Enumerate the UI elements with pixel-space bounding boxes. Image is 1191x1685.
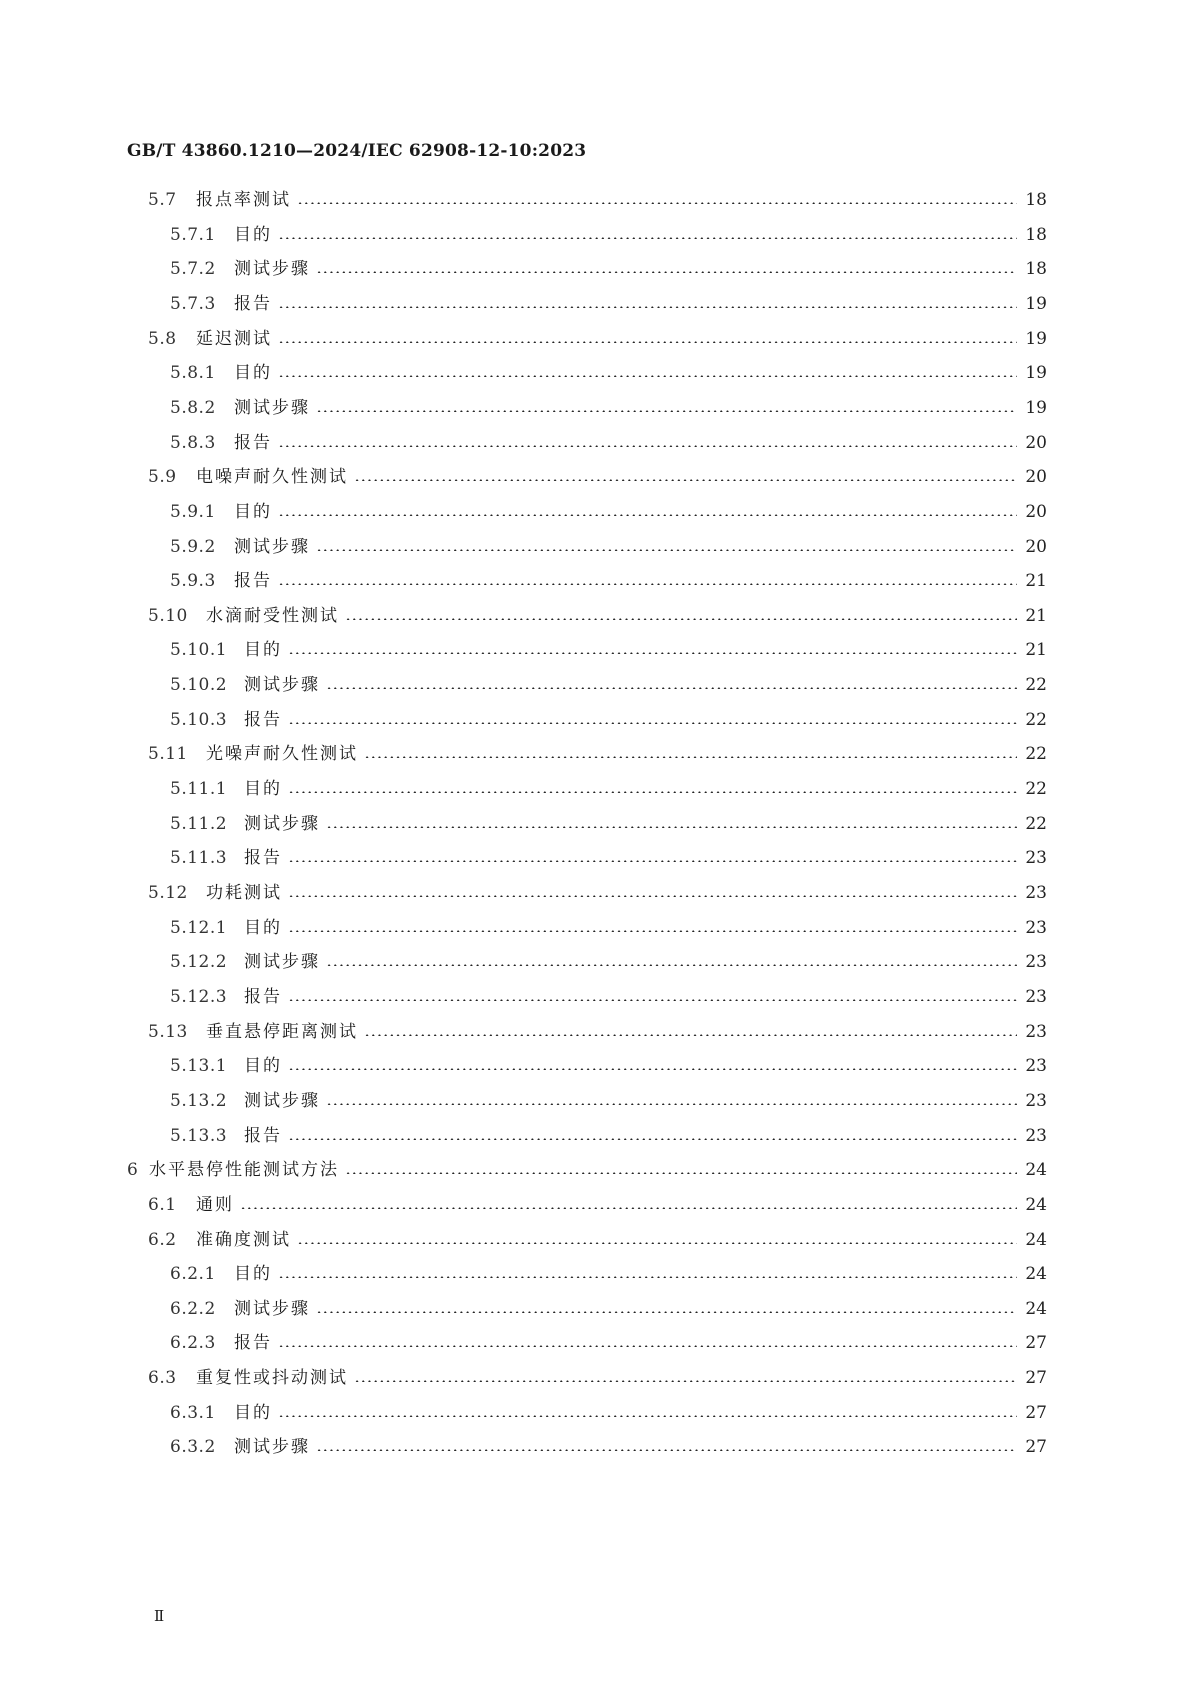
toc-dot-leader — [345, 1172, 1017, 1174]
toc-entry-page: 22 — [1025, 709, 1047, 730]
toc-entry-page: 22 — [1025, 744, 1047, 765]
toc-entry-page: 18 — [1025, 224, 1047, 245]
toc-dot-leader — [316, 549, 1017, 551]
toc-entry-page: 23 — [1025, 952, 1047, 973]
page-number: Ⅱ — [154, 1607, 165, 1625]
toc-entry-number: 5.12.3 — [170, 986, 228, 1007]
toc-entry-page: 27 — [1025, 1437, 1047, 1458]
toc-entry[interactable] — [170, 220, 1047, 250]
toc-entry-title: 测试步骤 — [234, 1298, 310, 1319]
toc-entry-page: 23 — [1025, 1090, 1047, 1111]
toc-entry-title: 光噪声耐久性测试 — [206, 744, 358, 765]
toc-dot-leader — [326, 826, 1017, 828]
toc-entry-number: 6.3.1 — [170, 1402, 216, 1423]
toc-dot-leader — [364, 756, 1017, 758]
toc-entry-title: 准确度测试 — [196, 1229, 291, 1250]
toc-entry-page: 24 — [1025, 1264, 1047, 1285]
toc-entry[interactable] — [170, 254, 1047, 284]
toc-entry[interactable] — [170, 1398, 1047, 1428]
toc-entry-title: 目的 — [244, 917, 282, 938]
toc-entry-page: 22 — [1025, 779, 1047, 800]
toc-entry[interactable] — [170, 1294, 1047, 1324]
toc-entry[interactable] — [170, 1432, 1047, 1462]
toc-entry-title: 垂直悬停距离测试 — [206, 1021, 358, 1042]
toc-entry-number: 5.13.3 — [170, 1125, 228, 1146]
toc-entry[interactable] — [170, 982, 1047, 1012]
toc-entry-number: 5.8.1 — [170, 363, 216, 384]
toc-dot-leader — [288, 652, 1017, 654]
toc-entry-number: 5.8 — [148, 328, 177, 349]
toc-entry-title: 报告 — [244, 986, 282, 1007]
toc-entry-title: 报告 — [234, 293, 272, 314]
toc-dot-leader — [326, 1103, 1017, 1105]
toc-entry[interactable] — [170, 566, 1047, 596]
toc-entry-page: 23 — [1025, 1056, 1047, 1077]
toc-dot-leader — [288, 930, 1017, 932]
toc-entry-number: 6.2.3 — [170, 1333, 216, 1354]
toc-entry-page: 23 — [1025, 1125, 1047, 1146]
toc-dot-leader — [278, 1345, 1017, 1347]
toc-entry[interactable] — [148, 324, 1047, 354]
toc-entry-title: 水平悬停性能测试方法 — [149, 1160, 339, 1181]
toc-dot-leader — [288, 999, 1017, 1001]
toc-entry[interactable] — [170, 1328, 1047, 1358]
toc-dot-leader — [316, 1311, 1017, 1313]
toc-entry-number: 5.11 — [148, 744, 188, 765]
toc-entry-page: 19 — [1025, 363, 1047, 384]
toc-entry[interactable] — [170, 1086, 1047, 1116]
toc-entry-number: 6.2.2 — [170, 1298, 216, 1319]
toc-entry-number: 5.10.1 — [170, 640, 228, 661]
toc-entry[interactable] — [148, 185, 1047, 215]
toc-entry[interactable] — [148, 1190, 1047, 1220]
toc-entry-number: 5.9.1 — [170, 501, 216, 522]
toc-entry-page: 24 — [1025, 1229, 1047, 1250]
toc-entry-title: 通则 — [196, 1194, 234, 1215]
toc-entry[interactable] — [170, 843, 1047, 873]
document-header: GB/T 43860.1210—2024/IEC 62908-12-10:2023 — [127, 141, 587, 161]
toc-entry-title: 延迟测试 — [196, 328, 272, 349]
toc-entry-page: 23 — [1025, 986, 1047, 1007]
toc-entry-page: 22 — [1025, 675, 1047, 696]
toc-entry-title: 目的 — [234, 224, 272, 245]
toc-dot-leader — [288, 791, 1017, 793]
toc-dot-leader — [288, 1068, 1017, 1070]
toc-entry-title: 测试步骤 — [234, 259, 310, 280]
toc-entry-page: 19 — [1025, 328, 1047, 349]
toc-entry-number: 5.12.2 — [170, 952, 228, 973]
toc-entry-title: 目的 — [234, 501, 272, 522]
toc-entry-title: 功耗测试 — [206, 883, 282, 903]
toc-entry[interactable] — [170, 774, 1047, 804]
toc-entry-page: 24 — [1025, 1194, 1047, 1215]
toc-entry[interactable] — [170, 532, 1047, 562]
toc-entry-title: 测试步骤 — [234, 536, 310, 557]
toc-entry-title: 报告 — [234, 432, 272, 453]
toc-entry-page: 23 — [1025, 848, 1047, 869]
toc-entry[interactable] — [170, 705, 1047, 735]
toc-entry-number: 5.8.2 — [170, 397, 216, 418]
toc-entry-page: 22 — [1025, 813, 1047, 834]
toc-entry-page: 19 — [1025, 293, 1047, 314]
toc-entry-title: 报告 — [244, 1125, 282, 1146]
toc-dot-leader — [278, 375, 1017, 377]
toc-entry-number: 5.7.2 — [170, 259, 216, 280]
toc-entry[interactable] — [170, 635, 1047, 665]
toc-entry-number: 5.12.1 — [170, 917, 228, 938]
toc-dot-leader — [316, 271, 1017, 273]
toc-entry-title: 目的 — [244, 779, 282, 800]
toc-entry-title: 目的 — [244, 640, 282, 661]
toc-entry-title: 目的 — [234, 363, 272, 384]
toc-entry-number: 5.10.3 — [170, 709, 228, 730]
toc-entry-title: 报告 — [234, 571, 272, 592]
toc-entry-title: 报点率测试 — [196, 190, 291, 210]
toc-entry[interactable] — [170, 1051, 1047, 1081]
toc-dot-leader — [316, 410, 1017, 412]
toc-entry-title: 电噪声耐久性测试 — [196, 467, 348, 488]
toc-entry-title: 测试步骤 — [234, 1437, 310, 1458]
toc-dot-leader — [316, 1449, 1017, 1451]
toc-entry-number: 5.9.3 — [170, 571, 216, 592]
toc-entry-page: 27 — [1025, 1333, 1047, 1354]
toc-entry-number: 5.10.2 — [170, 675, 228, 696]
toc-entry-title: 目的 — [244, 1056, 282, 1077]
toc-entry-title: 目的 — [234, 1264, 272, 1285]
toc-entry-page: 24 — [1025, 1298, 1047, 1319]
toc-entry-page: 24 — [1025, 1160, 1047, 1181]
toc-dot-leader — [278, 341, 1017, 343]
toc-entry[interactable] — [148, 462, 1047, 492]
toc-entry[interactable] — [148, 601, 1047, 631]
toc-entry-number: 6 — [127, 1160, 139, 1181]
toc-entry-title: 报告 — [234, 1333, 272, 1354]
toc-entry[interactable] — [170, 428, 1047, 458]
toc-entry[interactable] — [170, 1121, 1047, 1151]
toc-entry[interactable] — [127, 1155, 1047, 1185]
toc-entry-page: 20 — [1025, 432, 1047, 453]
toc-dot-leader — [288, 860, 1017, 862]
toc-entry[interactable] — [170, 1259, 1047, 1289]
toc-dot-leader — [278, 583, 1017, 585]
toc-entry[interactable] — [148, 1017, 1047, 1047]
toc-entry-number: 6.1 — [148, 1194, 177, 1215]
toc-entry-number: 5.13 — [148, 1021, 188, 1042]
toc-entry-number: 6.2.1 — [170, 1264, 216, 1285]
toc-entry[interactable] — [148, 1363, 1047, 1393]
toc-entry-title: 水滴耐受性测试 — [206, 605, 339, 626]
toc-entry-number: 5.12 — [148, 883, 188, 903]
toc-entry-number: 5.7.1 — [170, 224, 216, 245]
toc-entry[interactable] — [148, 1225, 1047, 1255]
toc-dot-leader — [297, 1242, 1017, 1244]
toc-entry-page: 20 — [1025, 501, 1047, 522]
toc-entry-page: 27 — [1025, 1368, 1047, 1389]
toc-entry-title: 报告 — [244, 848, 282, 869]
toc-entry-page: 23 — [1025, 883, 1047, 903]
toc-dot-leader — [278, 445, 1017, 447]
toc-dot-leader — [288, 722, 1017, 724]
toc-dot-leader — [278, 1415, 1017, 1417]
toc-dot-leader — [326, 687, 1017, 689]
toc-dot-leader — [354, 479, 1017, 481]
toc-entry[interactable] — [170, 670, 1047, 700]
toc-entry-title: 测试步骤 — [244, 675, 320, 696]
toc-entry[interactable] — [170, 393, 1047, 423]
toc-entry-number: 5.11.3 — [170, 848, 228, 869]
toc-entry-title: 目的 — [234, 1402, 272, 1423]
toc-entry-page: 23 — [1025, 1021, 1047, 1042]
toc-entry-number: 5.13.1 — [170, 1056, 228, 1077]
toc-entry-title: 测试步骤 — [244, 952, 320, 973]
toc-entry-number: 5.7 — [148, 190, 177, 210]
toc-entry-page: 18 — [1025, 259, 1047, 280]
toc-entry-page: 20 — [1025, 467, 1047, 488]
toc-dot-leader — [278, 237, 1017, 239]
toc-entry-title: 测试步骤 — [244, 813, 320, 834]
toc-entry-title: 测试步骤 — [244, 1090, 320, 1111]
toc-entry-page: 19 — [1025, 397, 1047, 418]
toc-entry-page: 21 — [1025, 605, 1047, 626]
toc-entry[interactable] — [170, 289, 1047, 319]
toc-entry[interactable] — [170, 358, 1047, 388]
toc-dot-leader — [297, 202, 1017, 204]
toc-dot-leader — [278, 1276, 1017, 1278]
toc-entry-number: 5.9 — [148, 467, 177, 488]
toc-dot-leader — [364, 1034, 1017, 1036]
toc-dot-leader — [288, 895, 1017, 897]
toc-entry-number: 5.8.3 — [170, 432, 216, 453]
toc-entry-number: 6.3 — [148, 1368, 177, 1389]
toc-entry-page: 18 — [1025, 190, 1047, 210]
toc-dot-leader — [240, 1207, 1017, 1209]
toc-entry[interactable] — [170, 809, 1047, 839]
toc-entry-page: 20 — [1025, 536, 1047, 557]
toc-entry[interactable] — [170, 947, 1047, 977]
toc-dot-leader — [278, 514, 1017, 516]
toc-entry-number: 5.11.2 — [170, 813, 228, 834]
toc-entry-page: 21 — [1025, 640, 1047, 661]
toc-entry-number: 6.2 — [148, 1229, 177, 1250]
toc-dot-leader — [354, 1380, 1017, 1382]
toc-entry[interactable] — [148, 739, 1047, 769]
toc-entry-title: 报告 — [244, 709, 282, 730]
toc-entry-number: 5.7.3 — [170, 293, 216, 314]
toc-entry[interactable] — [148, 878, 1047, 908]
toc-entry-number: 5.11.1 — [170, 779, 228, 800]
toc-dot-leader — [345, 618, 1017, 620]
toc-dot-leader — [278, 306, 1017, 308]
toc-entry-title: 测试步骤 — [234, 397, 310, 418]
toc-dot-leader — [288, 1138, 1017, 1140]
toc-dot-leader — [326, 964, 1017, 966]
toc-entry[interactable] — [170, 497, 1047, 527]
toc-entry-title: 重复性或抖动测试 — [196, 1368, 348, 1389]
toc-entry-number: 5.9.2 — [170, 536, 216, 557]
toc-entry-page: 23 — [1025, 917, 1047, 938]
toc-entry[interactable] — [170, 913, 1047, 943]
toc-entry-number: 6.3.2 — [170, 1437, 216, 1458]
toc-entry-page: 27 — [1025, 1402, 1047, 1423]
toc-entry-number: 5.10 — [148, 605, 188, 626]
toc-entry-page: 21 — [1025, 571, 1047, 592]
toc-entry-number: 5.13.2 — [170, 1090, 228, 1111]
